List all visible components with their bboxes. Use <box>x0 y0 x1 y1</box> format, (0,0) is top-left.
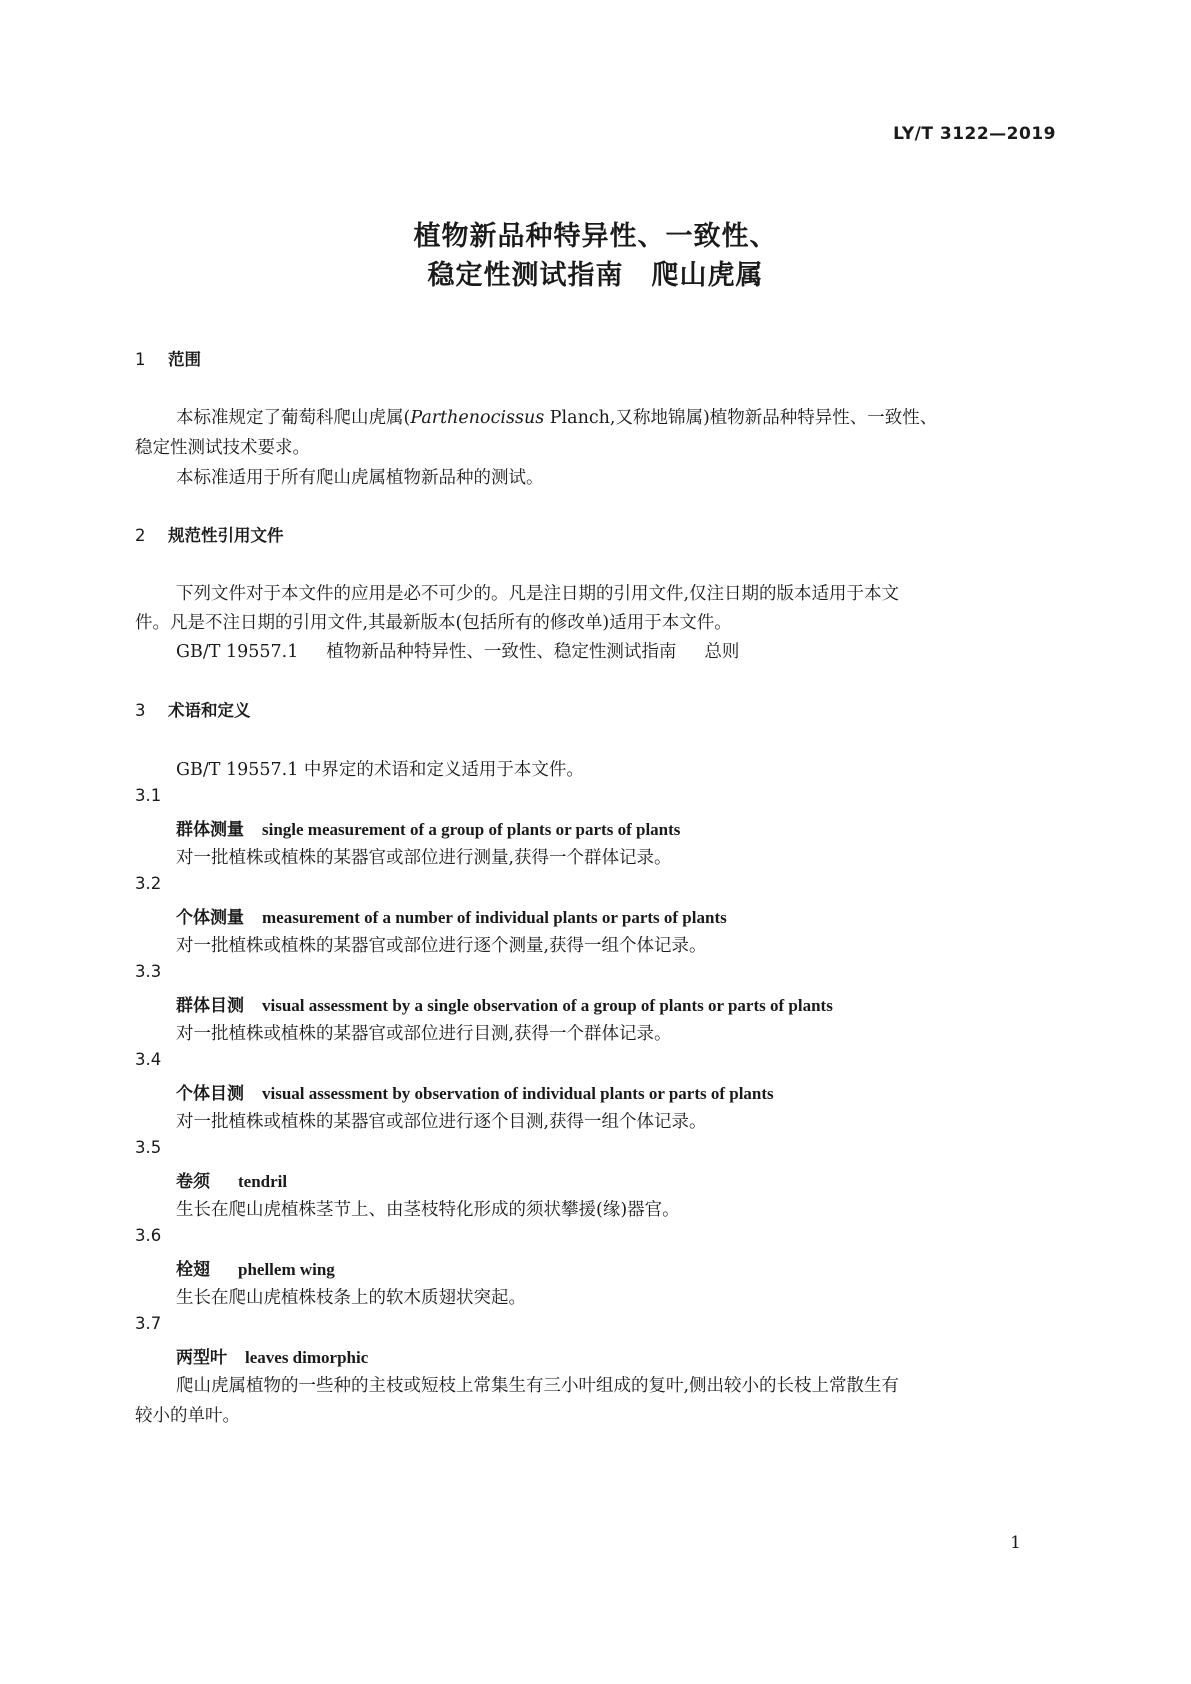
term-chinese: 卷须 <box>176 1172 210 1192</box>
term-number: 3.2 <box>135 874 162 893</box>
section-number: 3 <box>135 701 146 720</box>
section-number: 2 <box>135 526 146 545</box>
term-number: 3.5 <box>135 1138 162 1157</box>
term-english: leaves dimorphic <box>245 1348 369 1367</box>
page-number: 1 <box>1010 1533 1021 1553</box>
term-english: measurement of a number of individual plants or parts of plants <box>262 908 727 927</box>
term-definition: 对一批植株或植株的某器官或部位进行目测,获得一个群体记录。 <box>176 1024 672 1044</box>
term-definition: 对一批植株或植株的某器官或部位进行测量,获得一个群体记录。 <box>176 848 672 868</box>
reference-code: GB/T 19557.1 <box>176 642 299 662</box>
document-title-line-1: 植物新品种特异性、一致性、 <box>413 221 778 252</box>
section-1-heading <box>135 346 201 370</box>
term-number: 3.4 <box>135 1050 162 1069</box>
term-heading <box>176 903 727 928</box>
term-definition: 生长在爬山虎植株茎节上、由茎枝特化形成的须状攀援(缘)器官。 <box>176 1200 680 1220</box>
term-number: 3.6 <box>135 1226 162 1245</box>
term-heading <box>176 991 833 1016</box>
text-fragment: Planch,又称地锦属)植物新品种特异性、一致性、 <box>544 408 938 428</box>
section-number: 1 <box>135 350 146 369</box>
term-chinese: 群体测量 <box>176 820 244 840</box>
paragraph-line: GB/T 19557.1 中界定的术语和定义适用于本文件。 <box>176 760 584 780</box>
term-english: visual assessment by observation of individual plants or parts of plants <box>262 1084 774 1103</box>
term-heading <box>176 1343 368 1368</box>
term-english: phellem wing <box>238 1260 335 1279</box>
document-title-line-2 <box>0 253 1191 292</box>
paragraph-line: 本标准适用于所有爬山虎属植物新品种的测试。 <box>176 468 544 488</box>
section-title: 规范性引用文件 <box>168 526 284 545</box>
term-number: 3.3 <box>135 962 162 981</box>
term-definition: 爬山虎属植物的一些种的主枝或短枝上常集生有三小叶组成的复叶,侧出较小的长枝上常散生有 <box>176 1376 900 1396</box>
paragraph-line: 件。凡是不注日期的引用文件,其最新版本(包括所有的修改单)适用于本文件。 <box>135 613 732 633</box>
term-heading <box>176 1079 774 1104</box>
title-genus: 爬山虎属 <box>651 260 764 291</box>
term-definition: 对一批植株或植株的某器官或部位进行逐个测量,获得一组个体记录。 <box>176 936 707 956</box>
reference-title: 植物新品种特异性、一致性、稳定性测试指南 <box>326 642 677 662</box>
standard-code: LY/T 3122—2019 <box>893 124 1056 144</box>
term-chinese: 个体目测 <box>176 1084 244 1104</box>
term-number: 3.7 <box>135 1314 162 1333</box>
term-heading <box>176 815 680 840</box>
section-title: 术语和定义 <box>168 701 251 720</box>
term-chinese: 个体测量 <box>176 908 244 928</box>
term-heading <box>176 1167 287 1192</box>
term-chinese: 栓翅 <box>176 1260 210 1280</box>
term-english: single measurement of a group of plants or parts of plants <box>262 820 681 839</box>
term-definition: 生长在爬山虎植株枝条上的软木质翅状突起。 <box>176 1288 526 1308</box>
paragraph-line <box>176 404 937 429</box>
normative-reference <box>176 638 739 663</box>
term-english: visual assessment by a single observation of a group of plants or parts of plants <box>262 996 833 1015</box>
term-definition: 对一批植株或植株的某器官或部位进行逐个目测,获得一组个体记录。 <box>176 1112 707 1132</box>
term-number: 3.1 <box>135 786 162 805</box>
title-subject: 稳定性测试指南 <box>427 260 624 291</box>
paragraph-line: 下列文件对于本文件的应用是必不可少的。凡是注日期的引用文件,仅注日期的版本适用于本文 <box>176 584 900 604</box>
term-heading <box>176 1255 335 1280</box>
term-definition: 较小的单叶。 <box>135 1406 240 1426</box>
term-chinese: 群体目测 <box>176 996 244 1016</box>
term-chinese: 两型叶 <box>176 1348 227 1368</box>
reference-title-part: 总则 <box>704 642 740 662</box>
text-fragment: 本标准规定了葡萄科爬山虎属( <box>176 408 411 428</box>
term-english: tendril <box>238 1172 288 1191</box>
section-title: 范围 <box>168 350 201 369</box>
section-2-heading <box>135 522 284 546</box>
paragraph-line: 稳定性测试技术要求。 <box>135 438 310 458</box>
section-3-heading <box>135 697 251 721</box>
latin-genus-name: Parthenocissus <box>410 408 545 428</box>
